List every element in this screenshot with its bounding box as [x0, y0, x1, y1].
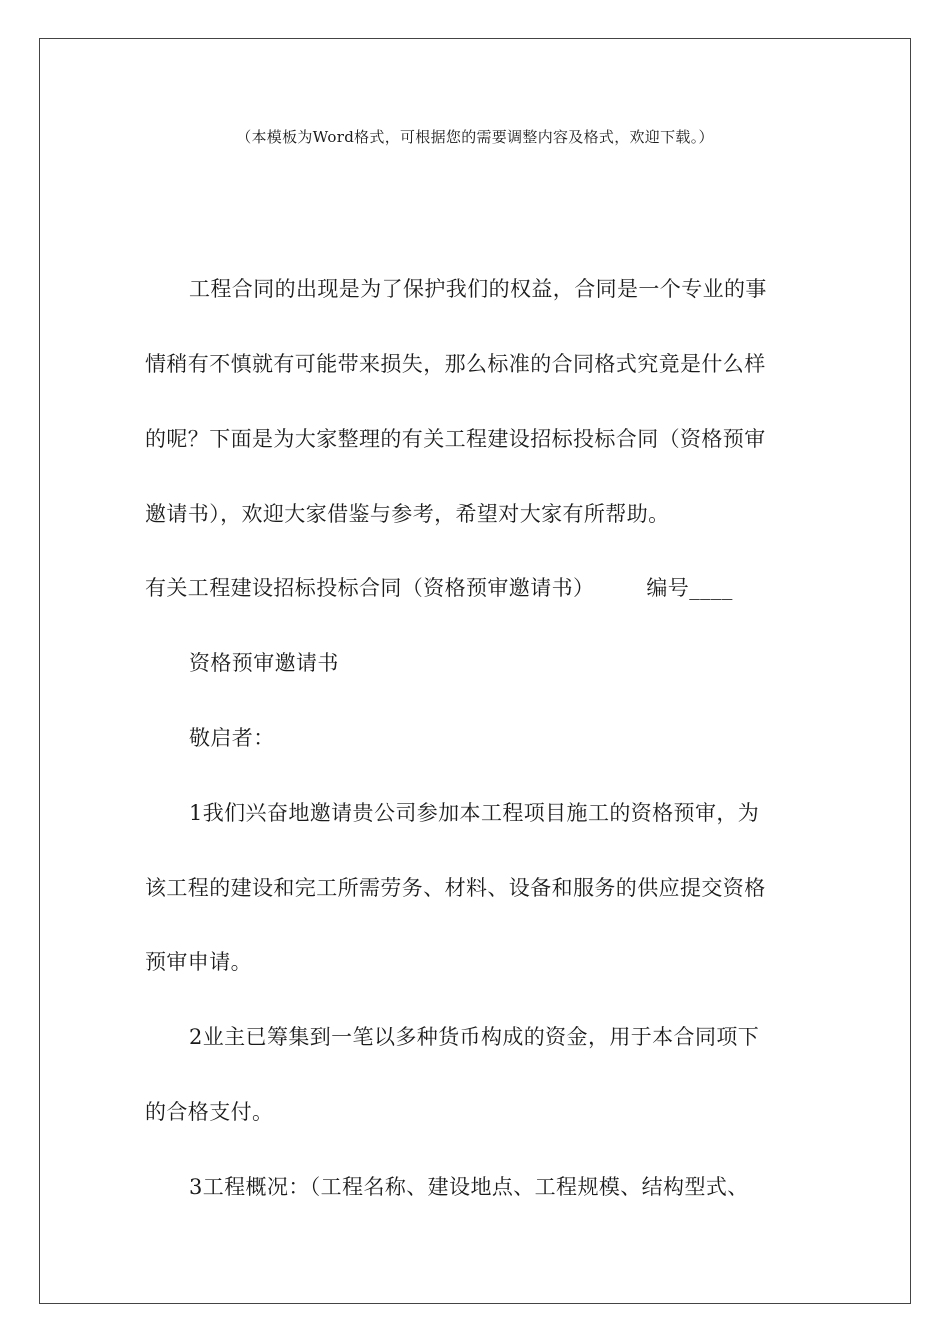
template-note: （本模板为Word格式，可根据您的需要调整内容及格式，欢迎下载。）	[236, 128, 714, 146]
para1-line-1: 1我们兴奋地邀请贵公司参加本工程项目施工的资格预审，为	[189, 801, 760, 825]
intro-line-3: 的呢？下面是为大家整理的有关工程建设招标投标合同（资格预审	[145, 427, 766, 451]
heading: 资格预审邀请书	[189, 651, 339, 675]
para1-line-2: 该工程的建设和完工所需劳务、材料、设备和服务的供应提交资格	[145, 876, 766, 900]
salutation: 敬启者：	[189, 726, 275, 750]
intro-line-4: 邀请书），欢迎大家借鉴与参考，希望对大家有所帮助。	[145, 502, 670, 526]
para3-line-1: 3工程概况：（工程名称、建设地点、工程规模、结构型式、	[189, 1175, 749, 1199]
doc-title-line	[145, 574, 733, 602]
doc-title: 有关工程建设招标投标合同（资格预审邀请书）	[145, 576, 595, 600]
intro-line-2: 情稍有不慎就有可能带来损失，那么标准的合同格式究竟是什么样	[145, 352, 766, 376]
para2-line-1: 2业主已筹集到一笔以多种货币构成的资金，用于本合同项下	[189, 1025, 760, 1049]
para2-line-2: 的合格支付。	[145, 1100, 274, 1124]
para1-line-3: 预审申请。	[145, 950, 252, 974]
intro-line-1: 工程合同的出现是为了保护我们的权益，合同是一个专业的事	[189, 277, 767, 301]
number-label: 编号____	[646, 576, 733, 600]
